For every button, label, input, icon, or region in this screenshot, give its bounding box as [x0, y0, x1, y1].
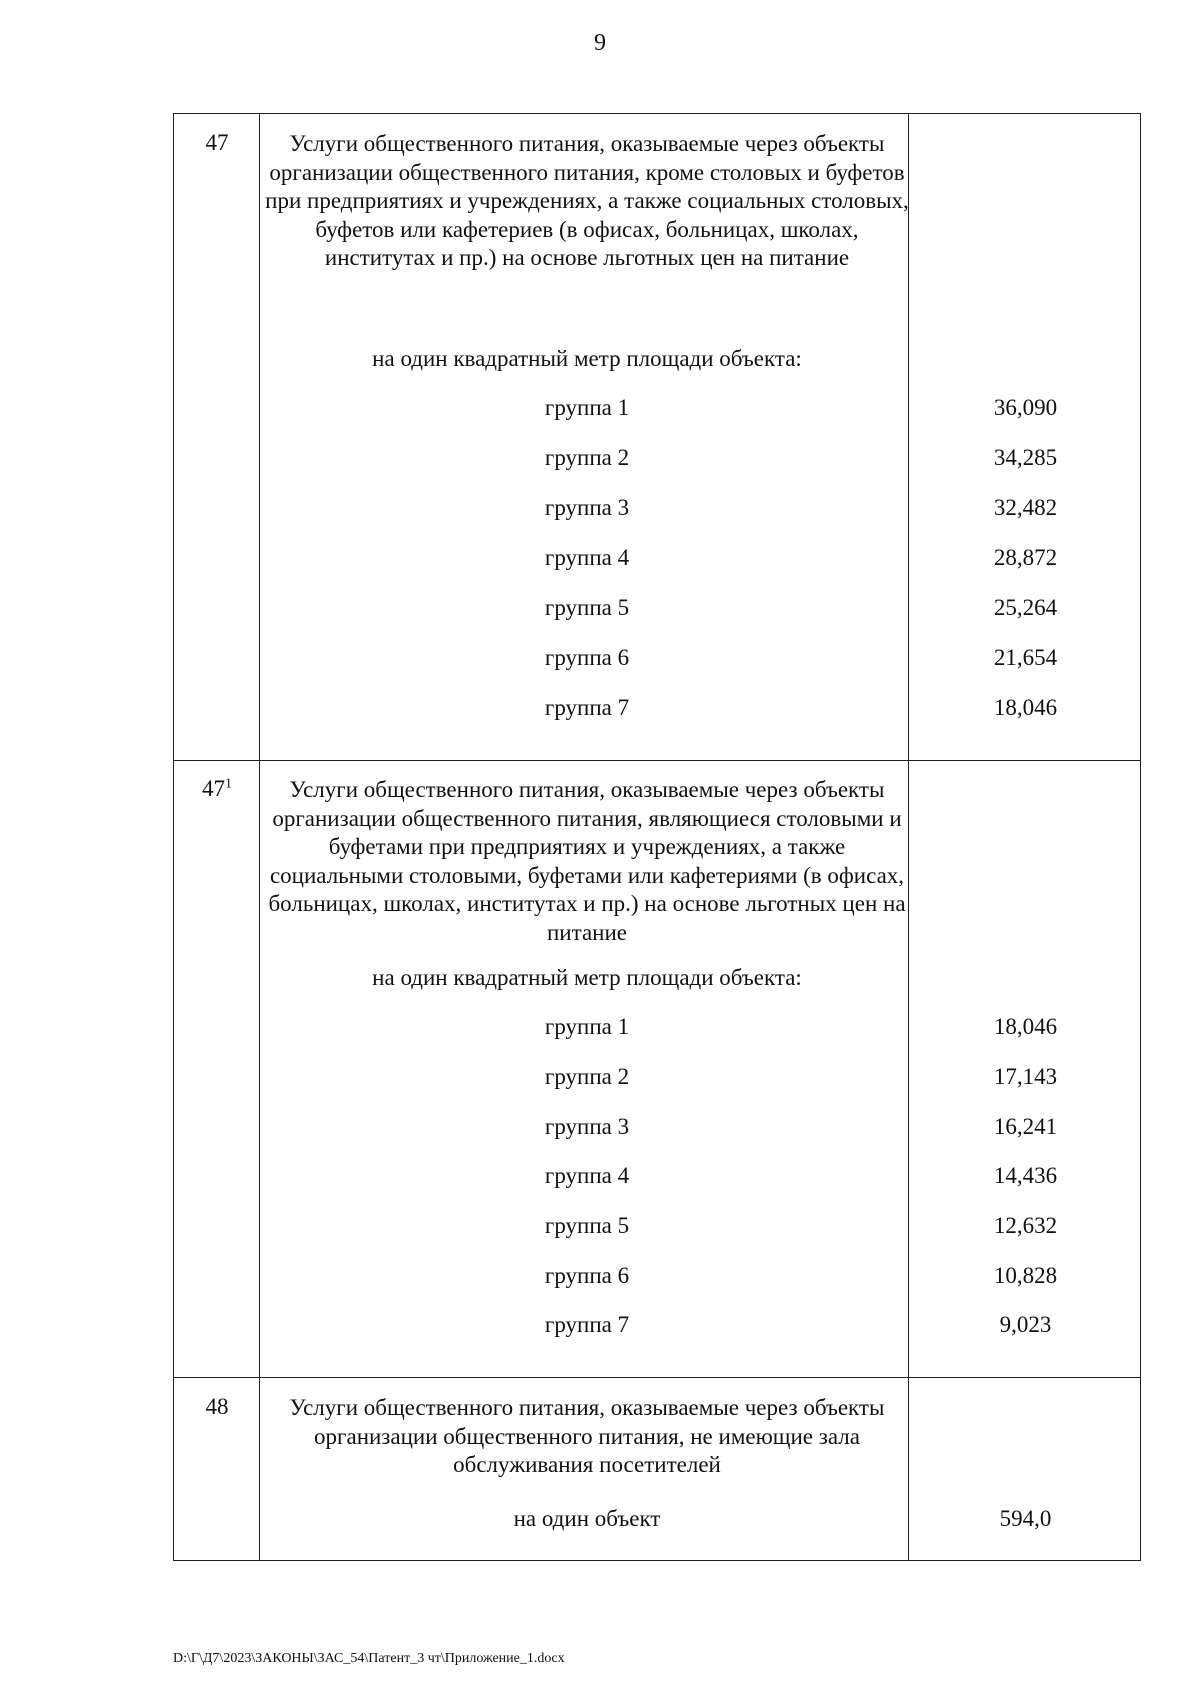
group-value: 34,285: [993, 445, 1058, 470]
row-number: 48: [205, 1394, 229, 1419]
group-label: группа 6: [544, 1263, 630, 1288]
group-label: группа 5: [544, 595, 630, 620]
group-value: 10,828: [993, 1263, 1058, 1288]
group-value: 21,654: [993, 645, 1058, 670]
group-value: 18,046: [993, 1014, 1058, 1039]
group-value: 14,436: [993, 1163, 1058, 1188]
service-description: Услуги общественного питания, оказываемые через объекты организации общественного питания, не имеющие зала обслуживания посетителей: [289, 1395, 885, 1477]
measure-unit: на один квадратный метр площади объекта:: [372, 346, 802, 371]
file-path-footer: D:\Г\Д7\2023\ЗАКОНЫ\ЗАС_54\Патент_3 чт\Приложение_1.docx: [173, 1651, 565, 1666]
group-label: группа 2: [544, 445, 630, 470]
group-label: группа 7: [544, 695, 630, 720]
group-value: 32,482: [993, 495, 1058, 520]
group-value: 17,143: [993, 1064, 1058, 1089]
group-label: группа 6: [544, 645, 630, 670]
group-value: 9,023: [999, 1312, 1052, 1337]
group-value: 16,241: [993, 1114, 1058, 1139]
group-label: группа 3: [544, 495, 630, 520]
group-label: группа 4: [544, 545, 630, 570]
group-value: 28,872: [993, 545, 1058, 570]
measure-unit: на один квадратный метр площади объекта:: [372, 965, 802, 990]
group-value: 25,264: [993, 595, 1058, 620]
row-number: $47^1$: [202, 776, 232, 801]
group-label: группа 3: [544, 1114, 630, 1139]
page-number: 9: [594, 30, 606, 56]
object-value: 594,0: [999, 1506, 1052, 1531]
group-label: группа 1: [544, 395, 630, 420]
row-number: 47: [205, 130, 229, 155]
group-value: 12,632: [993, 1213, 1058, 1238]
row-number-superscript: 1: [225, 776, 232, 792]
rates-table: [173, 113, 1141, 1561]
column-divider: [259, 114, 260, 1560]
group-label: группа 4: [544, 1163, 630, 1188]
group-label: группа 7: [544, 1312, 630, 1337]
service-description: Услуги общественного питания, оказываемые через объекты организации общественного питания, являющиеся столовыми и буфетами при предприятиях и учреждениях, а также социальными столовыми, буфетами или кафетериями (в офисах, больницах, школах, институтах и пр.) на основе льготных цен на питание: [268, 777, 906, 945]
service-description: Услуги общественного питания, оказываемые через объекты организации общественного питания, кроме столовых и буфетов при предприятиях и учреждениях, а также социальных столовых, буфетов или кафетериев (в офисах, больницах, школах, институтах и пр.) на основе льготных цен на питание: [265, 131, 909, 270]
group-label: группа 5: [544, 1213, 630, 1238]
group-value: 36,090: [993, 395, 1058, 420]
row-divider: [174, 760, 1140, 761]
measure-unit: на один объект: [513, 1506, 661, 1531]
group-label: группа 2: [544, 1064, 630, 1089]
group-value: 18,046: [993, 695, 1058, 720]
row-divider: [174, 1377, 1140, 1378]
group-label: группа 1: [544, 1014, 630, 1039]
